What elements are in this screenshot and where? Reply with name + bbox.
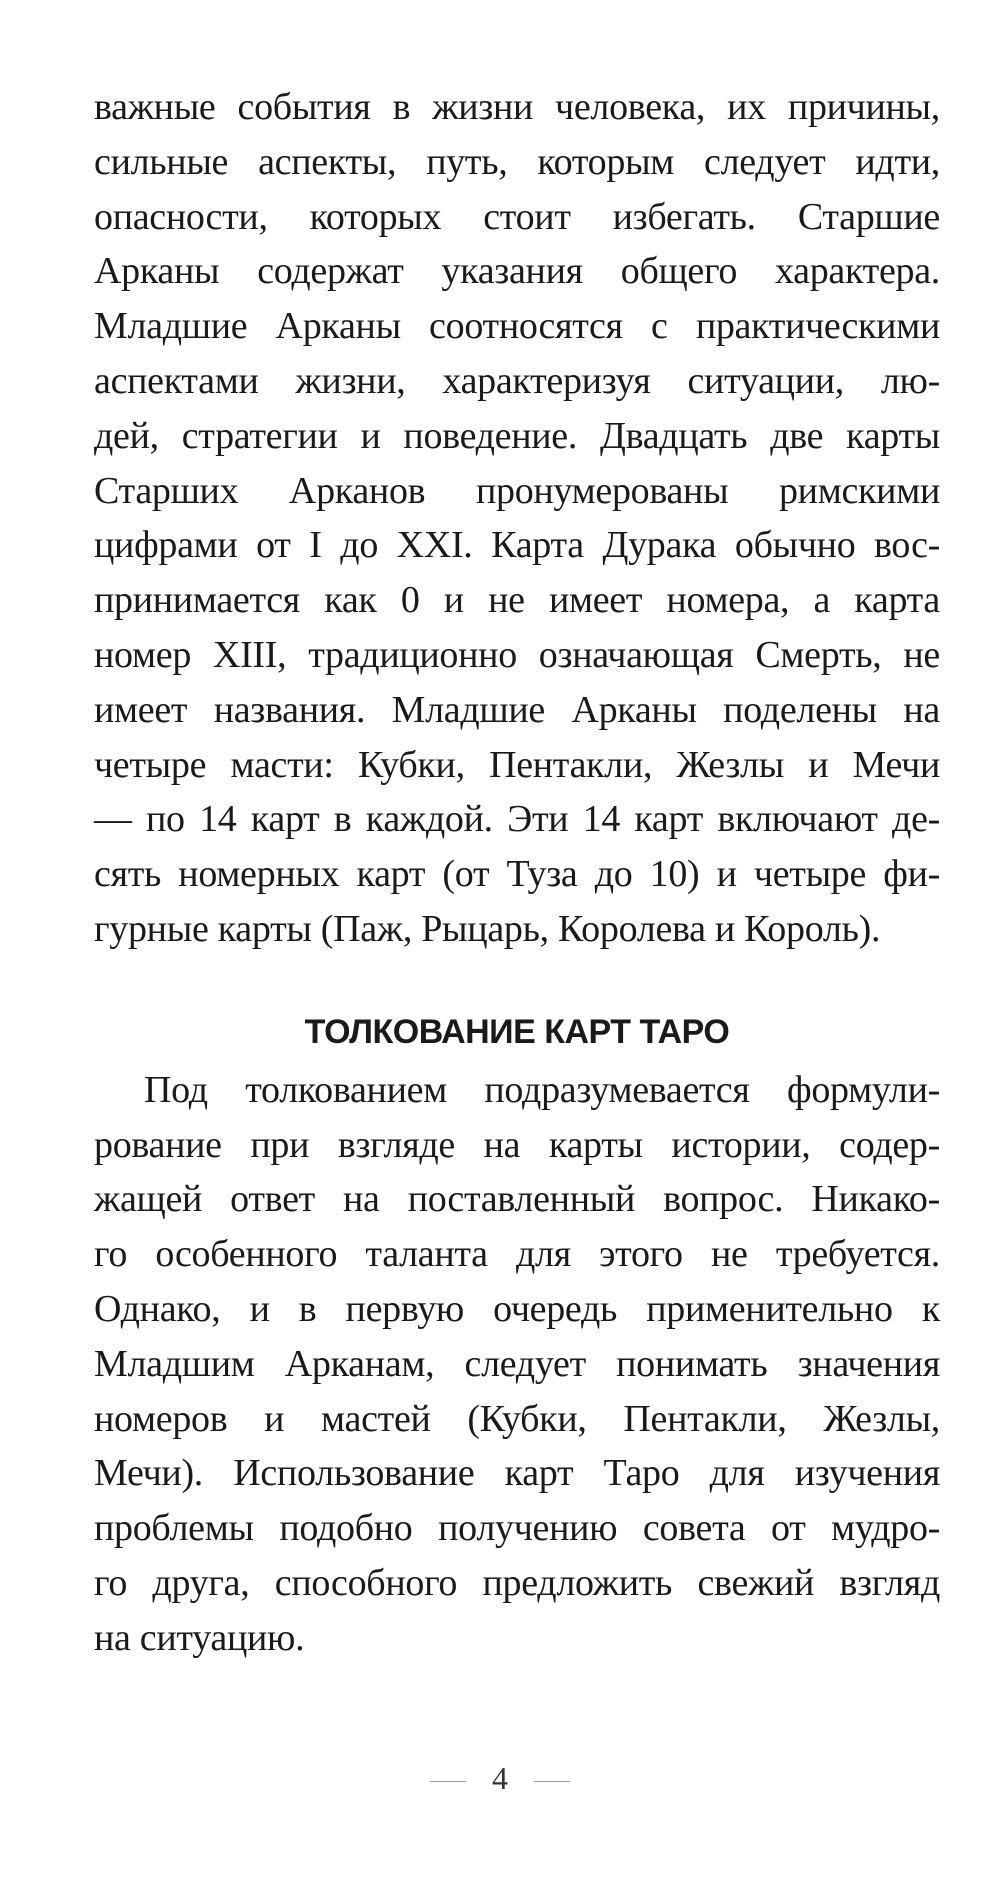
page-body: [94, 80, 940, 1666]
text-line: цифрами от I до XXI. Карта Дурака обычно вос-: [94, 524, 940, 567]
text-line: опасности, которых стоит избегать. Старшие: [94, 195, 940, 238]
left-dash: [430, 1781, 466, 1782]
text-line: сять номерных карт (от Туза до 10) и четыре фи-: [94, 853, 940, 896]
page-number: 4: [492, 1760, 508, 1796]
paragraph-intro: [94, 80, 940, 957]
text-line: Младшим Арканам, следует понимать значения: [94, 1342, 940, 1385]
text-line: номеров и мастей (Кубки, Пентакли, Жезлы,: [94, 1397, 940, 1440]
text-line: Младшие Арканы соотносятся с практическими: [94, 305, 940, 348]
text-line: сильные аспекты, путь, которым следует идти,: [94, 140, 940, 183]
right-dash: [534, 1781, 570, 1782]
text-line: номер XIII, традиционно означающая Смерть, не: [94, 633, 940, 676]
text-line: принимается как 0 и не имеет номера, а карта: [94, 579, 940, 622]
paragraph-interpretation: [94, 1063, 940, 1666]
text-line: четыре масти: Кубки, Пентакли, Жезлы и Мечи: [94, 743, 940, 786]
section-heading: ТОЛКОВАНИЕ КАРТ ТАРО: [304, 1012, 730, 1051]
text-line: на ситуацию.: [94, 1616, 305, 1659]
text-line: жащей ответ на поставленный вопрос. Никако-: [94, 1178, 940, 1221]
text-line: проблемы подобно получению совета от мудро-: [94, 1507, 940, 1550]
text-line: го друга, способного предложить свежий взгляд: [94, 1561, 940, 1604]
text-line: гурные карты (Паж, Рыцарь, Королева и Король).: [94, 907, 881, 950]
text-line: аспектами жизни, характеризуя ситуации, лю-: [94, 359, 940, 402]
text-line: Мечи). Использование карт Таро для изучения: [94, 1452, 940, 1495]
text-line: имеет названия. Младшие Арканы поделены на: [94, 688, 940, 731]
text-line: Старших Арканов пронумерованы римскими: [94, 469, 940, 512]
text-line: Однако, и в первую очередь применительно к: [94, 1287, 940, 1330]
text-line: го особенного таланта для этого не требуется.: [94, 1233, 940, 1276]
text-line: рование при взгляде на карты истории, содер-: [94, 1123, 940, 1166]
text-line: — по 14 карт в каждой. Эти 14 карт включают де-: [94, 798, 940, 841]
text-line: важные события в жизни человека, их причины,: [94, 86, 940, 128]
page-footer: [0, 1760, 1000, 1797]
text-line: дей, стратегии и поведение. Двадцать две карты: [94, 414, 940, 457]
text-line: Арканы содержат указания общего характера.: [94, 250, 940, 293]
text-line: Под толкованием подразумевается формули-: [144, 1068, 940, 1111]
